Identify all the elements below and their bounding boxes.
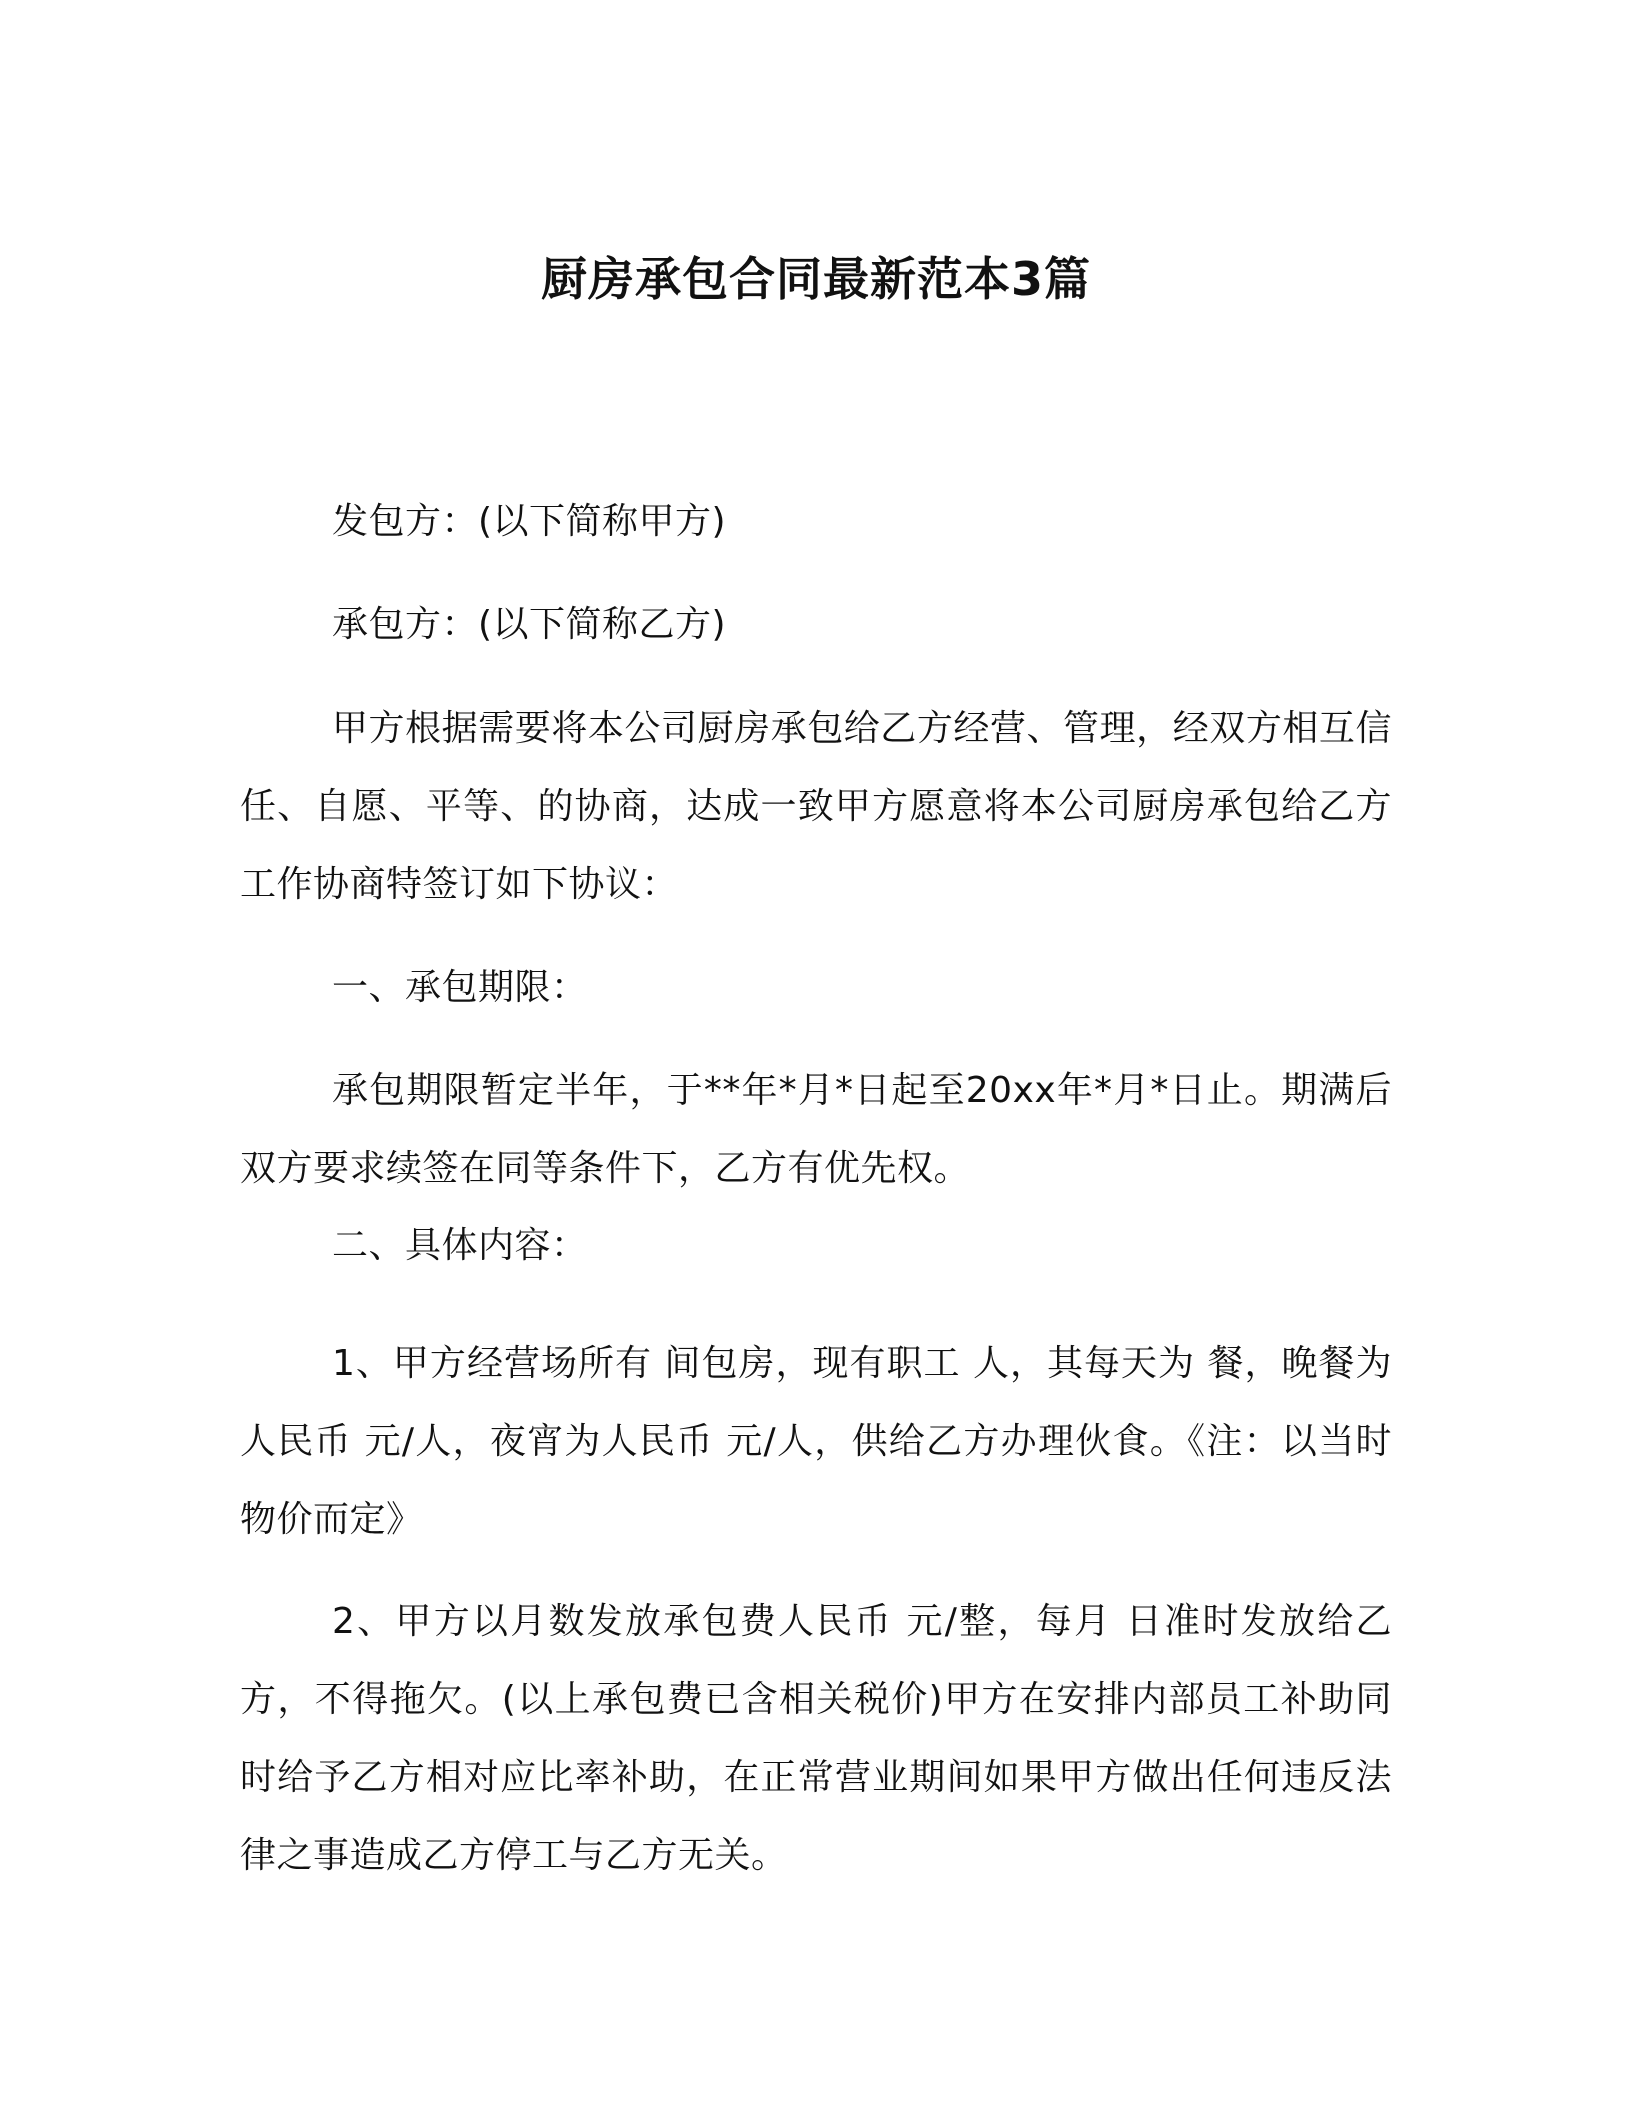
- party-b-line: 承包方：(以下简称乙方): [332, 604, 727, 645]
- clause-1-paragraph: 1、甲方经营场所有 间包房，现有职工 人，其每天为 餐，晚餐为人民币 元/人，夜宵为人民币 元/人，供给乙方办理伙食。《注：以当时物价而定》: [240, 1343, 1392, 1540]
- term-paragraph: 承包期限暂定半年，于**年*月*日起至20xx年*月*日止。期满后双方要求续签在同等条件下，乙方有优先权。: [240, 1070, 1392, 1189]
- intro-paragraph: 甲方根据需要将本公司厨房承包给乙方经营、管理，经双方相互信任、自愿、平等、的协商，达成一致甲方愿意将本公司厨房承包给乙方工作协商特签订如下协议：: [240, 708, 1392, 905]
- clause-2-paragraph: 2、甲方以月数发放承包费人民币 元/整，每月 日准时发放给乙方，不得拖欠。(以上承包费已含相关税价)甲方在安排内部员工补助同时给予乙方相对应比率补助，在正常营业期间如果甲方做出任何违反法律之事造成乙方停工与乙方无关。: [240, 1601, 1392, 1876]
- party-a-line: 发包方：(以下简称甲方): [332, 501, 727, 542]
- document-title: 厨房承包合同最新范本3篇: [540, 251, 1091, 306]
- section-heading-content: 二、具体内容：: [332, 1225, 588, 1266]
- section-heading-term: 一、承包期限：: [332, 967, 588, 1008]
